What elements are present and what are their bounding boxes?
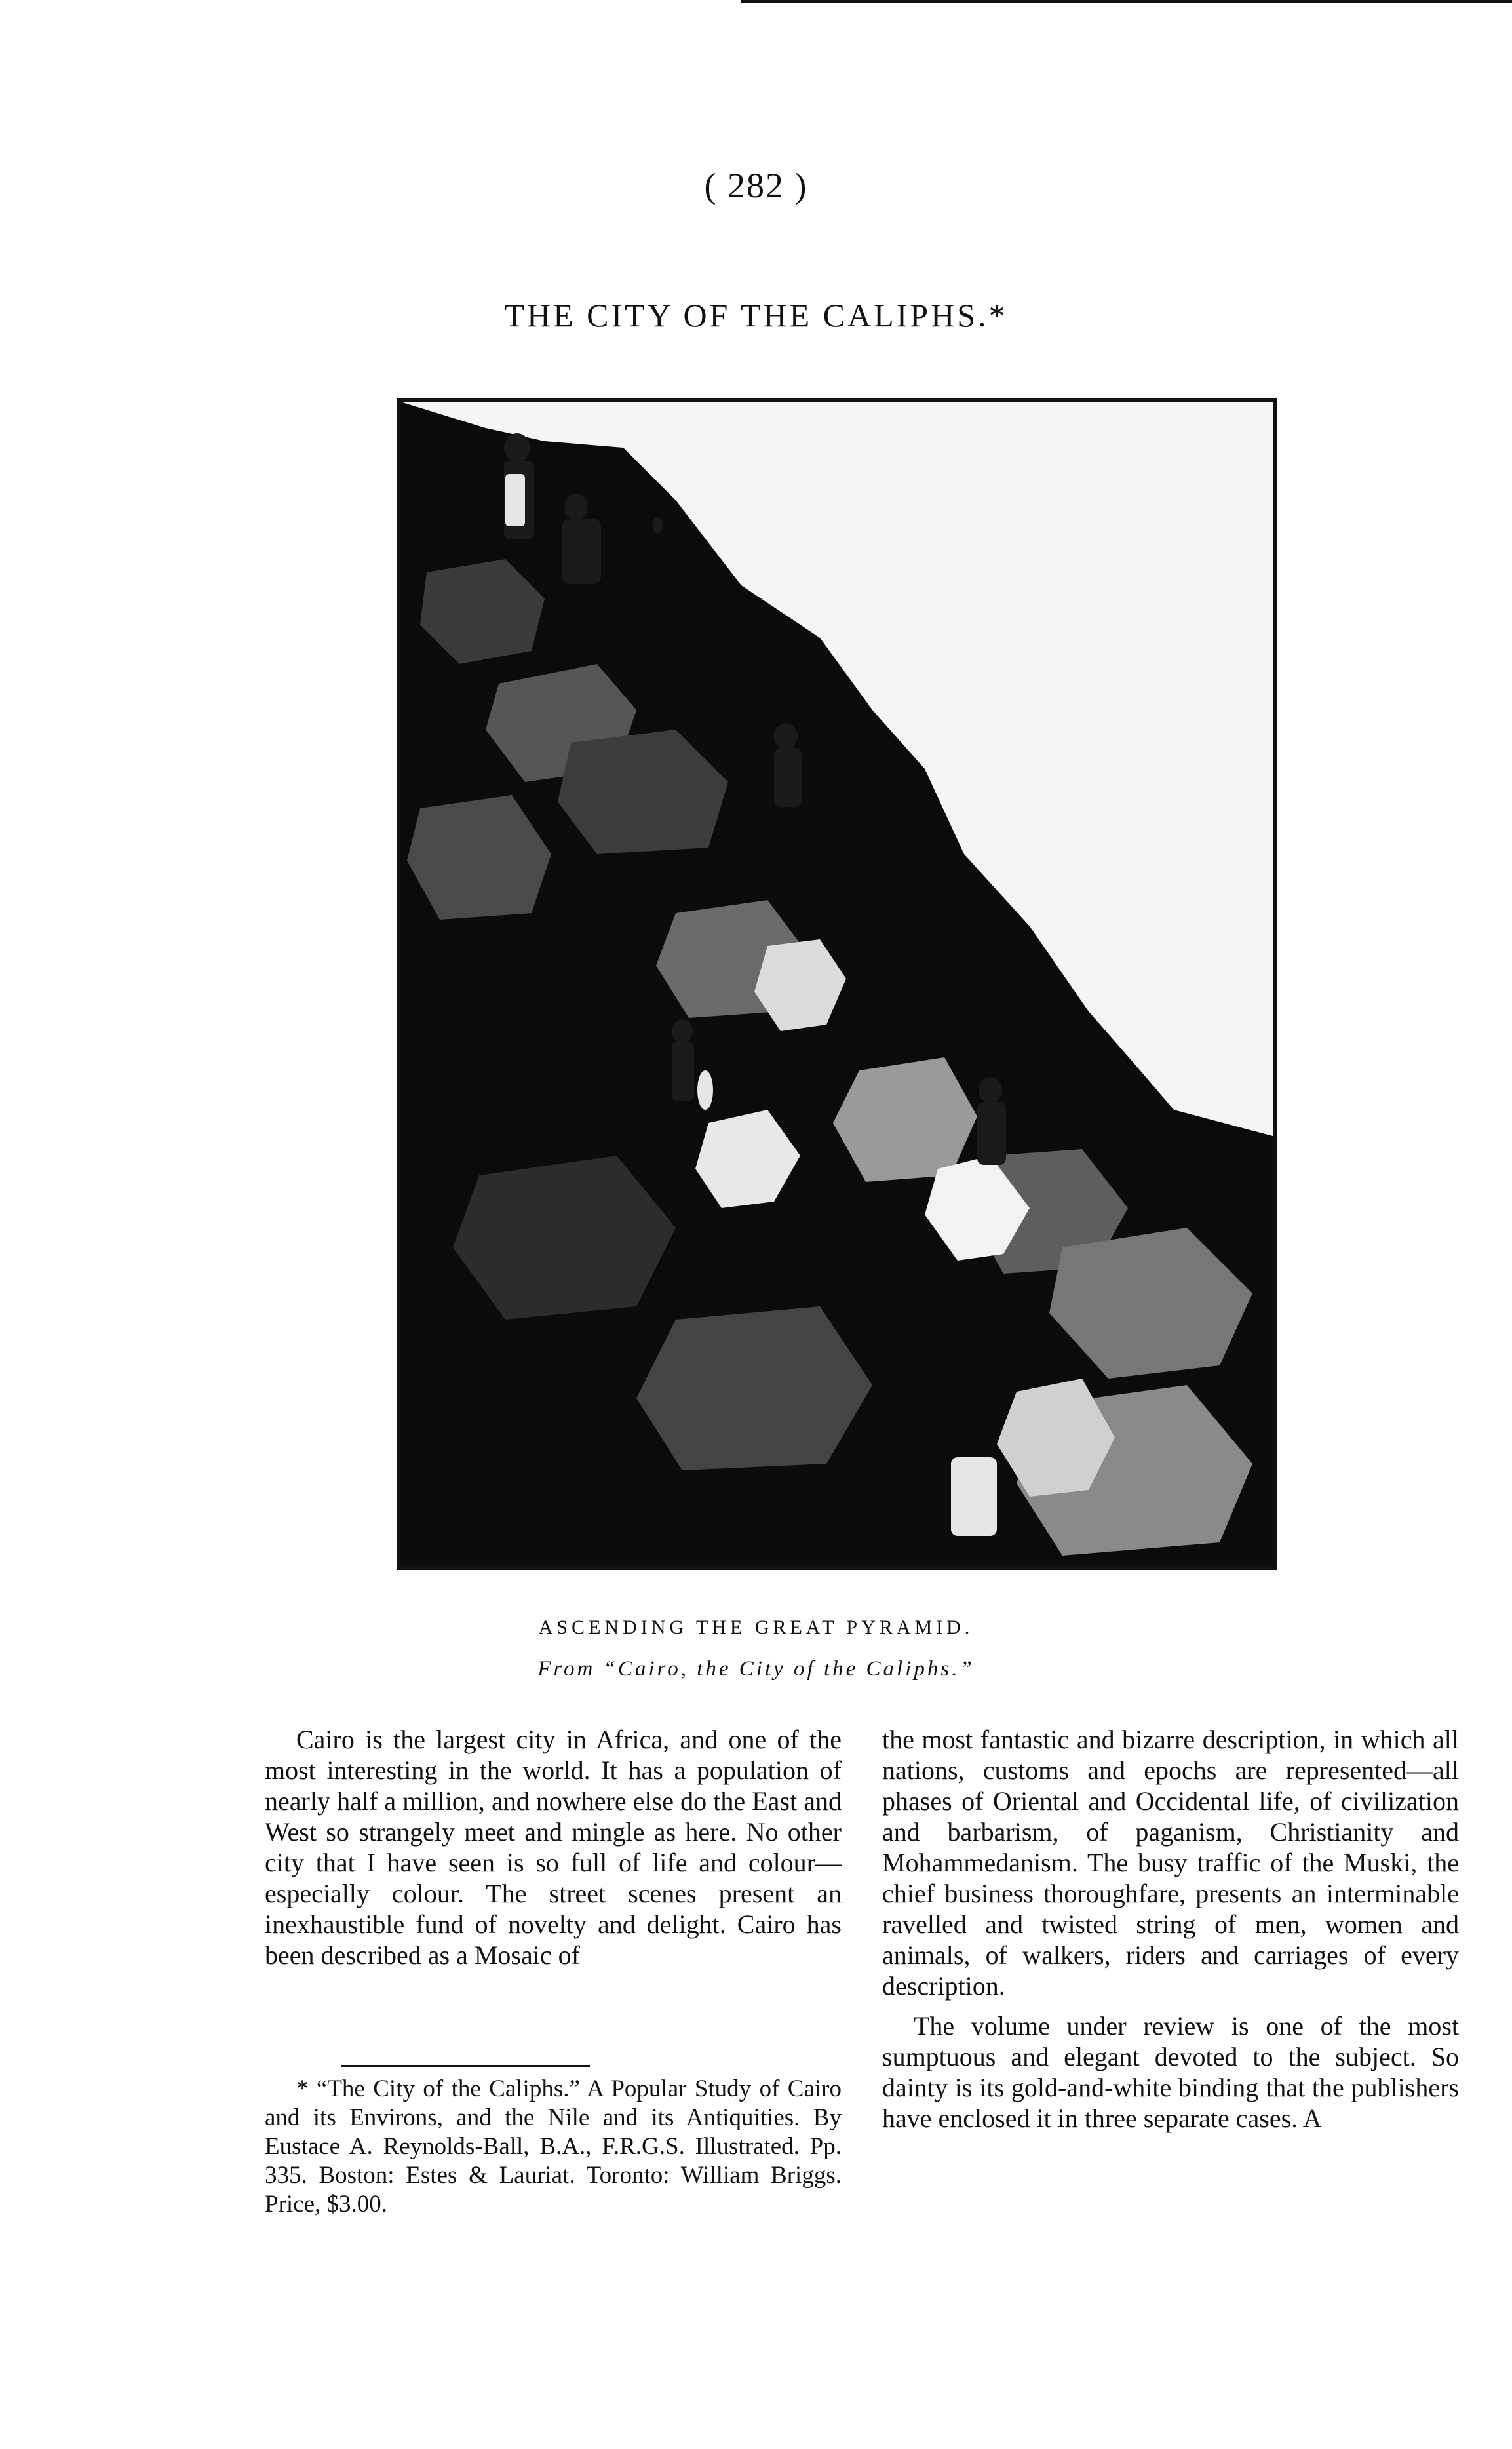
right-column-paragraph-1: the most fantastic and bizarre description, in which all nations, customs and epochs are represented—all phases of Oriental and Occidental life, of civilization and barbarism, of paganism, Christianity and Mohammedanism. The busy traffic of the Muski, the chief business thoroughfare, presents an interminable ravelled and twisted string of men, women and animals, of walkers, riders and carriages of every description. — [882, 1725, 1459, 2001]
left-column — [265, 1724, 842, 1970]
figure-caption: ASCENDING THE GREAT PYRAMID. — [538, 1616, 974, 1638]
left-column-paragraph: Cairo is the largest city in Africa, and one of the most interesting in the world. It has a population of nearly half a million, and nowhere else do the East and West so strangely meet and mingle as here. No other city that I have seen is so full of life and colour—especially colour. The street scenes present an inexhaustible fund of novelty and delight. Cairo has been described as a Mosaic of — [265, 1725, 842, 1970]
figure-credit: From “Cairo, the City of the Caliphs.” — [537, 1657, 975, 1681]
footnote-text: * “The City of the Caliphs.” A Popular Study of Cairo and its Environs, and the Nile and its Antiquities. By Eustace A. Reynolds-Ball, B.A., F.R.G.S. Illustrated. Pp. 335. Boston: Estes & Lauriat. Toronto: William Briggs. Price, $3.00. — [265, 2075, 842, 2218]
footnote-rule — [341, 2065, 590, 2067]
pyramid-photograph — [397, 398, 1277, 1570]
right-column-paragraph-2: The volume under review is one of the most sumptuous and elegant devoted to the subject. So dainty is its gold-and-white binding that the publishers have enclosed it in three separate cases. A — [882, 2011, 1459, 2133]
top-edge-rule — [741, 0, 1512, 3]
pyramid-photo-image — [400, 402, 1273, 1566]
footnote — [265, 2075, 842, 2219]
right-column — [882, 1724, 1459, 2134]
article-title: THE CITY OF THE CALIPHS.* — [504, 297, 1008, 334]
page-number: ( 282 ) — [704, 166, 808, 205]
